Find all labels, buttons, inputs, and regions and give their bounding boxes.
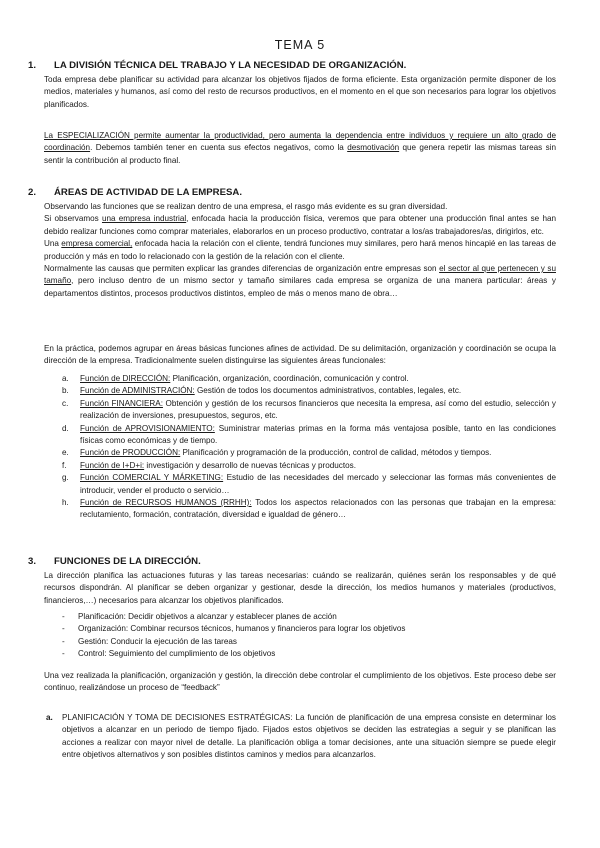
section-3-heading (28, 556, 201, 567)
direction-functions-list (44, 611, 556, 661)
section-2-heading (28, 187, 242, 198)
section-2-paragraph-2: En la práctica, podemos agrupar en áreas básicas funciones afines de actividad. De su delimitación, organización y coordinación se ocupa la dirección de la empresa. Tradicionalmente suelen distinguirse las siguientes áreas funcionales: (44, 344, 556, 366)
list-item: a. Función de DIRECCIÓN: Planificación, organización, coordinación, comunicación y control. (62, 374, 409, 383)
list-item: e. Función de PRODUCCIÓN: Planificación y programación de la producción, control de calidad, métodos y tiempos. (62, 448, 492, 458)
section-1-number: 1. (28, 60, 37, 71)
list-item: b. Función de ADMINISTRACIÓN: Gestión de todos los documentos administrativos, contables, legales, etc. (62, 386, 462, 396)
planning-subsection (46, 712, 556, 762)
list-item: - Planificación: Decidir objetivos a alcanzar y establecer planes de acción (62, 612, 337, 621)
section-1-paragraph-1: Toda empresa debe planificar su actividad para alcanzar los objetivos fijados de forma eficiente. Esta organización permite disponer de los medios, materiales y humanos, así como del resto de recursos productivos, en el momento en el que son necesarios para lograr los objetivos planificados. (44, 75, 556, 109)
section-1-paragraph-2: La ESPECIALIZACIÓN permite aumentar la productividad, pero aumenta la dependencia entre individuos y requiere un alto grado de coordinación. Debemos también tener en cuenta sus efectos negativos, como la desmotivación que genera repetir las mismas tareas sin sentir la contribución al producto final. (44, 131, 556, 165)
list-item: - Gestión: Conducir la ejecución de las tareas (62, 636, 237, 646)
section-3-paragraph-1: La dirección planifica las actuaciones futuras y las tareas necesarias: cuándo se realizarán, quiénes serán los responsables y de qué recursos dispondrán. Al planificar se deben organizar y gestionar, desde la dirección, los medios humanos y materiales (productivos, financieros,…) necesarios para alcanzar los objetivos planificados. (44, 571, 556, 605)
list-item: - Organización: Combinar recursos técnicos, humanos y financieros para lograr los objetivos (62, 624, 406, 634)
list-item: d. Función de APROVISIONAMIENTO: Suministrar materias primas en la forma más ventajosa posible, tanto en las condiciones físicas como económicas y de tiempo. (62, 423, 556, 446)
section-2-title: ÁREAS DE ACTIVIDAD DE LA EMPRESA. (54, 187, 242, 198)
planning-text: PLANIFICACIÓN Y TOMA DE DECISIONES ESTRATÉGICAS: La función de planificación de una empresa consiste en determinar los objetivos a alcanzar en un periodo de tiempo fijado. Fijados estos objetivos se deciden las estrategias a seguir y se planifican las acciones a realizar con mayor nivel de detalle. La planificación obliga a tomar decisiones, ante una situación siempre se puede elegir entre objetivos alternativos y son posibles distintos caminos y medios para alcanzarlos. (62, 713, 556, 760)
section-1-title: LA DIVISIÓN TÉCNICA DEL TRABAJO Y LA NECESIDAD DE ORGANIZACIÓN. (54, 60, 407, 71)
section-2-number: 2. (28, 187, 37, 198)
list-item: - Control: Seguimiento del cumplimiento de los objetivos (62, 649, 276, 659)
section-3-number: 3. (28, 556, 37, 567)
section-1-heading (28, 60, 406, 71)
list-item: g. Función COMERCIAL Y MÁRKETING: Estudio de las necesidades del mercado y seleccionar las formas más convenientes de introducir, vender el producto o servicio… (62, 473, 556, 495)
demotivation-text: desmotivación (347, 143, 400, 153)
functional-areas-list (44, 373, 556, 522)
subsection-marker: a. (46, 713, 53, 722)
specialization-text: La ESPECIALIZACIÓN permite aumentar la productividad, pero aumenta la dependencia entre individuos y requiere un alto grado de coordinación (44, 131, 556, 153)
section-3-title: FUNCIONES DE LA DIRECCIÓN. (54, 556, 201, 567)
list-item: h. Función de RECURSOS HUMANOS (RRHH): Todos los aspectos relacionados con las personas que trabajan en la empresa: reclutamiento, formación, contratación, diversidad e igualdad de género… (62, 498, 556, 520)
section-2-paragraph-1: Observando las funciones que se realizan dentro de una empresa, el rasgo más evidente es su gran diversidad. Si observamos una empresa industrial, enfocada hacia la producción física, veremos que para obtener una producción final antes se han debido realizar funciones como comprar materiales, elaborarlos en un proceso productivo, contratar a los/as trabajadores/as, dirigirlos, etc. Una empresa comercial, enfocada hacia la relación con el cliente, tendrá funciones muy similares, pero hará menos hincapié en las tareas de producción y más en todo lo relacionado con la gestión de la relación con el cliente. Normalmente las causas que permiten explicar las grandes diferencias de organización entre empresas son el sector al que pertenecen y su tamaño, pero incluso dentro de un mismo sector y tamaño similares cada empresa se organiza de una manera particular: áreas y departamentos distintos, procesos productivos distintos, empleo de más o menos mano de obra… (44, 202, 557, 298)
section-3-paragraph-2: Una vez realizada la planificación, organización y gestión, la dirección debe controlar el cumplimiento de los objetivos. Este proceso debe ser continuo, realizándose un proceso de “feedback” (44, 671, 556, 693)
list-item: f. Función de I+D+i: investigación y desarrollo de nuevas técnicas y productos. (62, 460, 356, 470)
list-item: c. Función FINANCIERA: Obtención y gestión de los recursos financieros que necesita la empresa, así como del estudio, selección y realización de inversiones, presupuestos, seguros, etc. (62, 398, 556, 421)
page-title: TEMA 5 (274, 38, 326, 52)
